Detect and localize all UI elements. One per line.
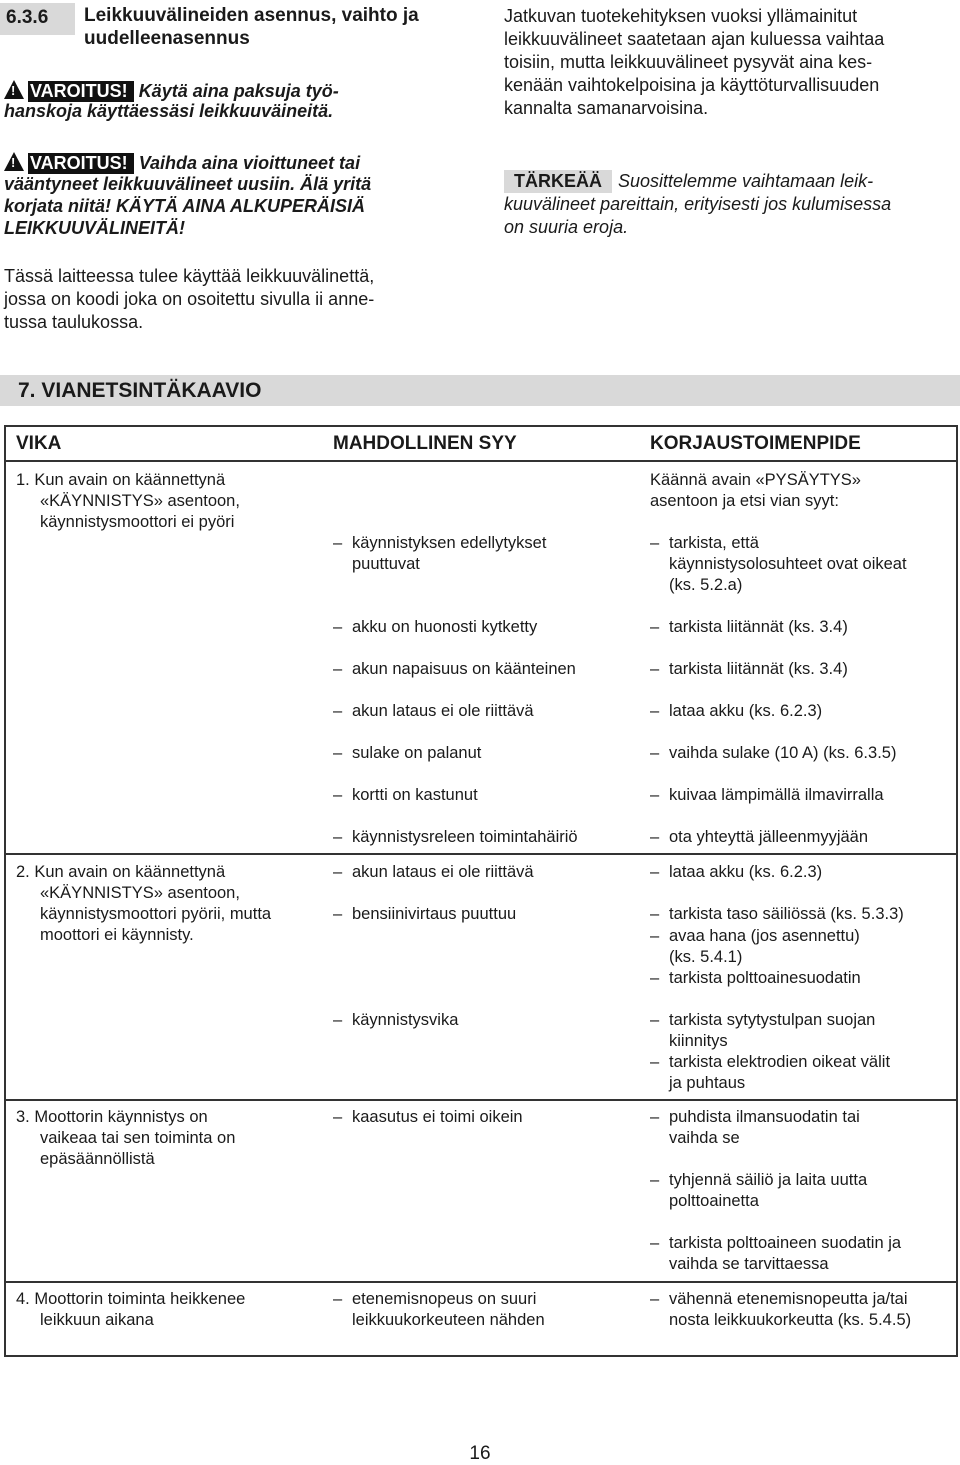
warning-text: LEIKKUUVÄLINEITÄ! xyxy=(4,218,185,238)
warning-label: VAROITUS! xyxy=(28,153,134,174)
fault-cell xyxy=(16,470,240,533)
fault-line: käynnistysmoottori ei pyöri xyxy=(40,513,235,531)
warning-triangle-icon xyxy=(4,152,24,171)
warning-label: VAROITUS! xyxy=(28,81,134,102)
fault-line: «KÄYNNISTYS» asentoon, xyxy=(40,492,240,510)
body-line: Jatkuvan tuotekehityksen vuoksi yllämainitut xyxy=(504,6,858,26)
cause-item: – etenemisnopeus on suuri leikkuukorkeuteen nähden xyxy=(333,1289,545,1331)
fault-line: vaikeaa tai sen toiminta on xyxy=(40,1129,236,1147)
remedy-item: – tarkista sytytystulpan suojan kiinnitys xyxy=(650,1010,875,1052)
fault-line: 1. Kun avain on käännettynä xyxy=(16,471,226,489)
body-paragraph xyxy=(4,265,374,334)
remedy-item: – lataa akku (ks. 6.2.3) xyxy=(650,862,822,883)
body-line: toisiin, mutta leikkuuvälineet pysyvät aina kes- xyxy=(504,52,873,72)
important-note xyxy=(504,170,960,239)
page-number: 16 xyxy=(469,1443,491,1464)
remedy-item: – tarkista, että käynnistysolosuhteet ovat oikeat (ks. 5.2.a) xyxy=(650,533,907,596)
cause-item: – kortti on kastunut xyxy=(333,785,478,806)
cause-item: – akku on huonosti kytketty xyxy=(333,617,537,638)
remedy-item: – tarkista elektrodien oikeat välit ja puhtaus xyxy=(650,1052,890,1094)
remedy-intro xyxy=(650,470,861,512)
important-label: TÄRKEÄÄ xyxy=(504,170,612,193)
body-line: Tässä laitteessa tulee käyttää leikkuuvälinettä, xyxy=(4,266,375,286)
column-header-remedy: KORJAUSTOIMENPIDE xyxy=(650,433,861,454)
fault-line: käynnistysmoottori pyörii, mutta xyxy=(40,905,272,923)
remedy-item: – kuivaa lämpimällä ilmavirralla xyxy=(650,785,884,806)
warning-triangle-icon xyxy=(4,80,24,99)
cause-item: – käynnistysreleen toimintahäiriö xyxy=(333,827,578,848)
section-title: Leikkuuvälineiden asennus, vaihto ja uudelleenasennus xyxy=(84,5,419,49)
warning-text: Vaihda aina vioittuneet tai xyxy=(138,153,361,173)
cause-item: – käynnistysvika xyxy=(333,1010,458,1031)
warning-1 xyxy=(4,80,464,102)
fault-line: epäsäännöllistä xyxy=(40,1150,155,1168)
fault-line: 3. Moottorin käynnistys on xyxy=(16,1108,208,1126)
warning-text: Käytä aina paksuja työ- xyxy=(138,81,339,101)
remedy-item: – tarkista taso säiliössä (ks. 5.3.3) xyxy=(650,904,904,925)
remedy-item: – tarkista polttoaineen suodatin ja vaihda se tarvittaessa xyxy=(650,1233,901,1275)
body-line: tussa taulukossa. xyxy=(4,312,144,332)
body-line: kannalta samanarvoisina. xyxy=(504,98,709,118)
cause-item: – kaasutus ei toimi oikein xyxy=(333,1107,523,1128)
cause-item: – bensiinivirtaus puuttuu xyxy=(333,904,516,925)
cause-item: – akun napaisuus on käänteinen xyxy=(333,659,576,680)
fault-cell xyxy=(16,862,271,946)
remedy-item: – vähennä etenemisnopeutta ja/tai nosta leikkuukorkeutta (ks. 5.4.5) xyxy=(650,1289,911,1331)
fault-cell xyxy=(16,1289,245,1331)
important-text: kuuvälineet pareittain, erityisesti jos kulumisessa xyxy=(504,194,892,214)
remedy-item: – puhdista ilmansuodatin tai vaihda se xyxy=(650,1107,860,1149)
remedy-item: – tarkista liitännät (ks. 3.4) xyxy=(650,659,848,680)
fault-line: 2. Kun avain on käännettynä xyxy=(16,863,226,881)
body-line: jossa on koodi joka on osoitettu sivulla ii anne- xyxy=(4,289,375,309)
important-text: Suosittelemme vaihtamaan leik- xyxy=(618,171,874,191)
remedy-item: – vaihda sulake (10 A) (ks. 6.3.5) xyxy=(650,743,896,764)
body-line: leikkuuvälineet saatetaan ajan kuluessa vaihtaa xyxy=(504,29,885,49)
row-divider xyxy=(6,1281,956,1283)
remedy-item: – tarkista polttoainesuodatin xyxy=(650,968,861,989)
important-text: on suuria eroja. xyxy=(504,217,629,237)
warning-text: korjata niitä! KÄYTÄ AINA ALKUPERÄISIÄ xyxy=(4,196,366,216)
fault-cell xyxy=(16,1107,235,1170)
cause-item: – akun lataus ei ole riittävä xyxy=(333,701,534,722)
fault-line: leikkuun aikana xyxy=(40,1311,154,1329)
cause-item: – sulake on palanut xyxy=(333,743,481,764)
fault-line: moottori ei käynnisty. xyxy=(40,926,194,944)
remedy-item: – avaa hana (jos asennettu) (ks. 5.4.1) xyxy=(650,926,860,968)
cause-item: – akun lataus ei ole riittävä xyxy=(333,862,534,883)
remedy-item: – lataa akku (ks. 6.2.3) xyxy=(650,701,822,722)
warning-text: vääntyneet leikkuuvälineet uusiin. Älä yritä xyxy=(4,174,372,194)
right-paragraph xyxy=(504,5,884,120)
row-divider xyxy=(6,1099,956,1101)
section-number: 6.3.6 xyxy=(0,3,75,35)
cause-item: – käynnistyksen edellytykset puuttuvat xyxy=(333,533,546,575)
remedy-item: – ota yhteyttä jälleenmyyjään xyxy=(650,827,868,848)
remedy-line: Käännä avain «PYSÄYTYS» xyxy=(650,471,861,489)
fault-line: «KÄYNNISTYS» asentoon, xyxy=(40,884,240,902)
warning-text: hanskoja käyttäessäsi leikkuuväineitä. xyxy=(4,101,334,121)
body-line: kenään vaihtokelpoisina ja käyttöturvallisuuden xyxy=(504,75,880,95)
fault-line: 4. Moottorin toiminta heikkenee xyxy=(16,1290,246,1308)
section-7-title: 7. VIANETSINTÄKAAVIO xyxy=(0,375,960,406)
warning-2 xyxy=(4,152,464,174)
remedy-item: – tarkista liitännät (ks. 3.4) xyxy=(650,617,848,638)
remedy-item: – tyhjennä säiliö ja laita uutta polttoainetta xyxy=(650,1170,867,1212)
column-header-fault: VIKA xyxy=(16,433,62,454)
remedy-line: asentoon ja etsi vian syyt: xyxy=(650,492,839,510)
column-header-cause: MAHDOLLINEN SYY xyxy=(333,433,517,454)
row-divider xyxy=(6,853,956,855)
